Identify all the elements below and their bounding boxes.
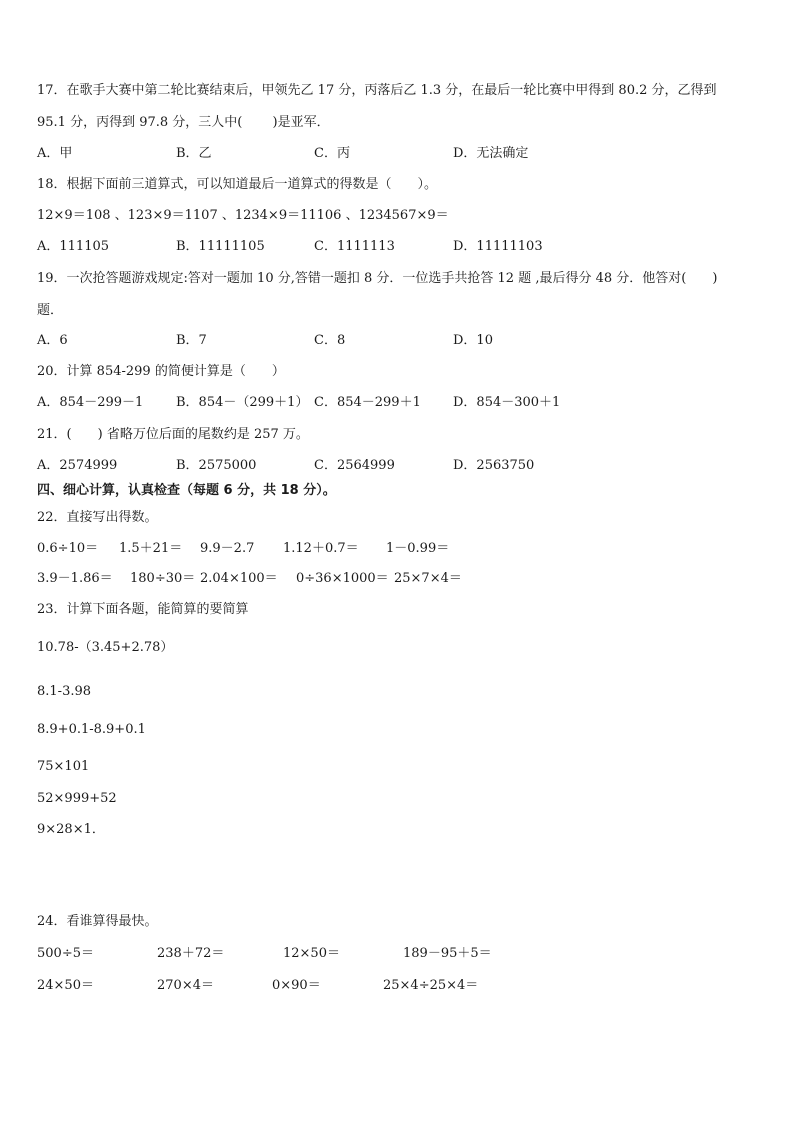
q20-option-c: C．854－299＋1 <box>314 395 421 410</box>
q22-expr: 1.12＋0.7＝ <box>283 541 359 556</box>
q21-option-c: C．2564999 <box>314 458 395 473</box>
q19-option-c: C．8 <box>314 333 346 348</box>
q20-option-b: B．854－（299＋1） <box>176 395 309 410</box>
q24-expr: 238＋72＝ <box>157 946 225 961</box>
q19-text-line2: 题． <box>37 303 64 318</box>
q19-option-a: A．6 <box>37 333 68 348</box>
q22-expr: 0.6÷10＝ <box>37 541 99 556</box>
q20-option-a: A．854－299－1 <box>37 395 144 410</box>
q23-expr: 75×101 <box>37 759 90 774</box>
q22-expr: 180÷30＝ <box>130 571 196 586</box>
q18-text-line1: 18．根据下面前三道算式，可以知道最后一道算式的得数是（ ）。 <box>37 177 438 192</box>
q18-option-a: A．111105 <box>37 239 110 254</box>
q21-option-d: D．2563750 <box>453 458 535 473</box>
q23-expr: 8.1-3.98 <box>37 684 92 699</box>
q24-expr: 24×50＝ <box>37 978 94 993</box>
section-heading: 四、细心计算，认真检查（每题 6 分，共 18 分）。 <box>37 483 336 498</box>
q24-expr: 12×50＝ <box>283 946 340 961</box>
q22-expr: 0÷36×1000＝ <box>296 571 389 586</box>
q19-option-b: B．7 <box>176 333 207 348</box>
q18-text-line2: 12×9＝108 、123×9＝1107 、1234×9＝11106 、1234567×9＝ <box>37 208 449 223</box>
q23-expr: 9×28×1． <box>37 822 105 837</box>
q23-expr: 8.9+0.1-8.9+0.1 <box>37 722 146 737</box>
q20-text: 20．计算 854-299 的简便计算是（ ） <box>37 364 285 379</box>
q22-expr: 3.9－1.86＝ <box>37 571 113 586</box>
q17-text-line2: 95.1 分，丙得到 97.8 分，三人中( )是亚军． <box>37 115 330 130</box>
q19-text-line1: 19．一次抢答题游戏规定:答对一题加 10 分,答错一题扣 8 分．一位选手共抢答 12 题 ,最后得分 48 分．他答对( ) <box>37 271 718 286</box>
q18-option-d: D．11111103 <box>453 239 543 254</box>
q17-option-a: A．甲 <box>37 146 73 161</box>
q17-option-b: B．乙 <box>176 146 212 161</box>
q22-title: 22．直接写出得数。 <box>37 510 158 525</box>
q21-option-a: A．2574999 <box>37 458 118 473</box>
q24-expr: 270×4＝ <box>157 978 214 993</box>
q23-expr: 52×999+52 <box>37 791 117 806</box>
q24-title: 24．看谁算得最快。 <box>37 914 158 929</box>
q17-text-line1: 17．在歌手大赛中第二轮比赛结束后，甲领先乙 17 分，丙落后乙 1.3 分，在最后一轮比赛中甲得到 80.2 分，乙得到 <box>37 83 717 98</box>
q22-expr: 9.9－2.7 <box>200 541 255 556</box>
q21-text: 21．( ) 省略万位后面的尾数约是 257 万。 <box>37 427 309 442</box>
q20-option-d: D．854－300＋1 <box>453 395 561 410</box>
q22-expr: 2.04×100＝ <box>200 571 278 586</box>
q24-expr: 189－95＋5＝ <box>403 946 492 961</box>
q21-option-b: B．2575000 <box>176 458 257 473</box>
q18-option-c: C．1111113 <box>314 239 395 254</box>
q19-option-d: D．10 <box>453 333 493 348</box>
q24-expr: 0×90＝ <box>272 978 321 993</box>
q17-option-d: D．无法确定 <box>453 146 529 161</box>
q17-option-c: C．丙 <box>314 146 350 161</box>
q22-expr: 25×7×4＝ <box>394 571 462 586</box>
q18-option-b: B．11111105 <box>176 239 265 254</box>
q23-title: 23．计算下面各题，能简算的要简算 <box>37 602 249 617</box>
q22-expr: 1－0.99＝ <box>386 541 450 556</box>
q24-expr: 25×4÷25×4＝ <box>383 978 479 993</box>
q24-expr: 500÷5＝ <box>37 946 94 961</box>
q22-expr: 1.5＋21＝ <box>119 541 183 556</box>
q23-expr: 10.78-（3.45+2.78） <box>37 640 174 655</box>
